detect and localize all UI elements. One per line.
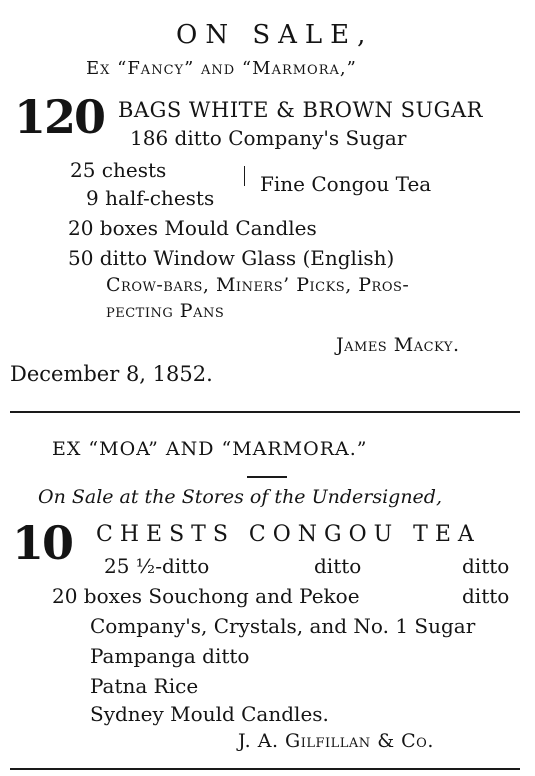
ad2-signature: J. A. Gilfillan & Co.: [238, 730, 434, 752]
ad2-souchong-ditto: ditto: [462, 584, 510, 608]
ad2-rice: Patna Rice: [90, 674, 199, 698]
ad2-line1: CHESTS CONGOU TEA: [96, 522, 481, 547]
ad2-half-ditto-3: ditto: [462, 554, 510, 578]
bottom-rule: [10, 768, 520, 770]
ad2-pampanga: Pampanga ditto: [90, 644, 250, 668]
ad1-line2: 186 ditto Company's Sugar: [130, 126, 407, 150]
ad2-souchong: 20 boxes Souchong and Pekoe: [52, 584, 360, 608]
ad1-brace: [244, 166, 245, 186]
section-divider: [10, 411, 520, 413]
ad1-line1: BAGS WHITE & BROWN SUGAR: [118, 98, 483, 122]
ad1-tools-1: Crow-bars, Miners’ Picks, Pros-: [106, 274, 410, 296]
ad1-subheading: Ex “Fancy” and “Marmora,”: [86, 58, 357, 79]
ad1-chests: 25 chests: [70, 158, 167, 182]
ad2-half-ditto: 25 ½-ditto: [104, 554, 210, 578]
ad2-sydney: Sydney Mould Candles.: [90, 702, 329, 726]
ad1-date: December 8, 1852.: [10, 362, 213, 386]
ad1-glass: 50 ditto Window Glass (English): [68, 246, 395, 270]
ad1-half-chests: 9 half-chests: [86, 186, 215, 210]
ad1-candles: 20 boxes Mould Candles: [68, 216, 317, 240]
ad2-heading: EX “MOA” AND “MARMORA.”: [52, 438, 368, 460]
ad2-sugar: Company's, Crystals, and No. 1 Sugar: [90, 614, 476, 638]
ad2-half-ditto-2: ditto: [314, 554, 362, 578]
ad2-subheading: On Sale at the Stores of the Undersigned,: [38, 486, 443, 508]
ad1-big-number: 120: [14, 90, 105, 144]
ad1-tools-2: pecting Pans: [106, 300, 225, 322]
ad1-signature: James Macky.: [336, 334, 460, 356]
ad1-tea: Fine Congou Tea: [260, 172, 432, 196]
ad2-heading-rule: [247, 476, 287, 478]
ad2-big-number: 10: [12, 516, 73, 570]
ad1-heading: ON SALE,: [176, 20, 374, 50]
